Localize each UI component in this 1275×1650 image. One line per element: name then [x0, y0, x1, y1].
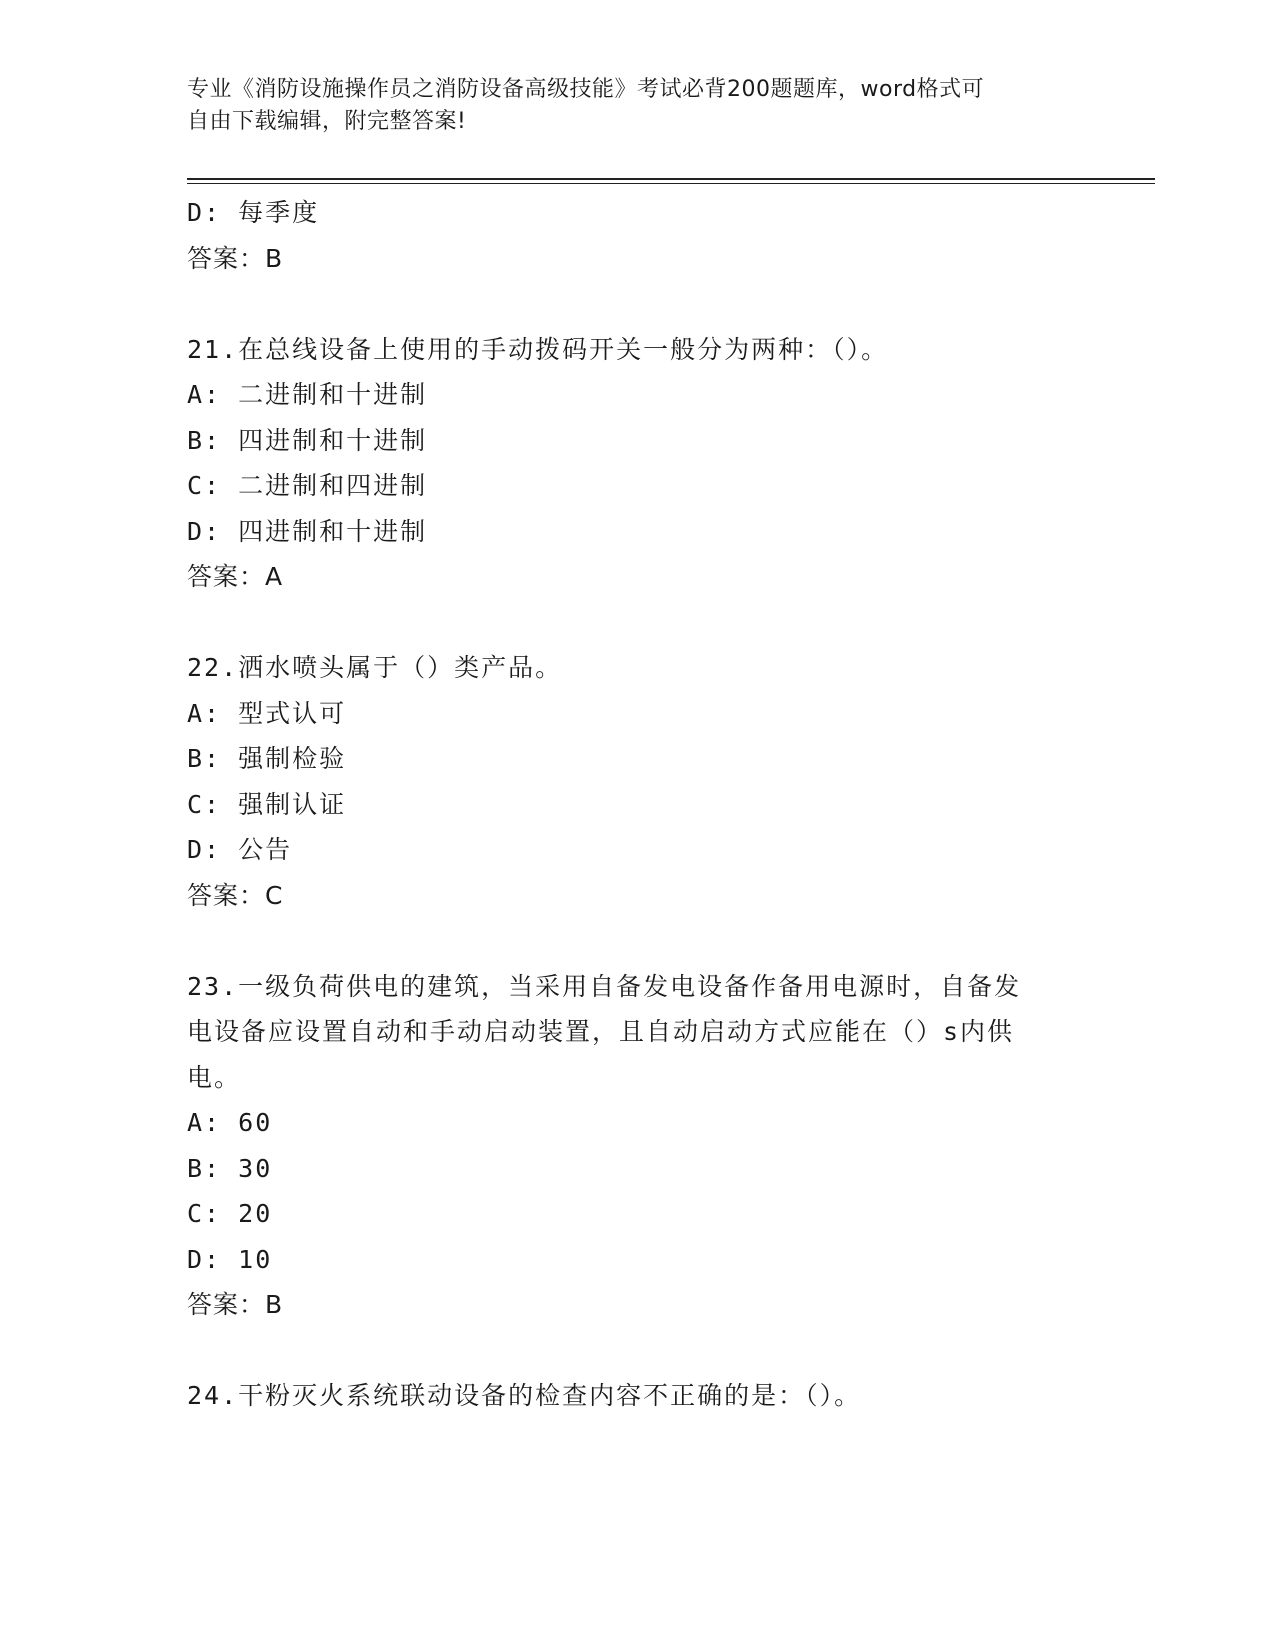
q22-option-a: A: 型式认可	[187, 698, 347, 728]
spacer	[187, 600, 1087, 646]
question-20-tail	[187, 190, 1087, 281]
document-header	[187, 74, 1087, 138]
q23-stem-line-1: 23.一级负荷供电的建筑，当采用自备发电设备作备用电源时，自备发	[187, 971, 1022, 1001]
q22-option-c: C: 强制认证	[187, 789, 347, 819]
q22-option-b: B: 强制检验	[187, 744, 347, 773]
q21-option-d: D: 四进制和十进制	[187, 516, 428, 546]
question-22	[187, 645, 1087, 918]
header-divider-thin	[187, 183, 1155, 184]
q22-option-d: D: 公告	[187, 835, 293, 864]
q21-option-c: C: 二进制和四进制	[187, 471, 428, 500]
q23-stem-line-2: 电设备应设置自动和手动启动装置，且自动启动方式应能在（）s内供	[187, 1017, 1015, 1046]
spacer	[187, 918, 1087, 964]
q23-option-d: D: 10	[187, 1244, 273, 1274]
q23-answer: 答案：B	[187, 1290, 284, 1319]
question-24	[187, 1373, 1087, 1419]
question-content	[187, 190, 1087, 1419]
header-divider-thick	[187, 178, 1155, 180]
q22-stem: 22.洒水喷头属于（）类产品。	[187, 653, 563, 682]
spacer	[187, 1328, 1087, 1374]
q21-option-b: B: 四进制和十进制	[187, 425, 428, 455]
q21-answer: 答案：A	[187, 562, 284, 591]
q20-option-d: D: 每季度	[187, 198, 320, 227]
q23-option-a: A: 60	[187, 1108, 273, 1137]
q20-answer: 答案：B	[187, 243, 284, 273]
q21-option-a: A: 二进制和十进制	[187, 380, 428, 409]
q22-answer: 答案：C	[187, 880, 284, 910]
q23-stem-line-3: 电。	[187, 1062, 242, 1092]
q23-option-c: C: 20	[187, 1199, 273, 1228]
question-21	[187, 327, 1087, 600]
q23-option-b: B: 30	[187, 1153, 273, 1183]
spacer	[187, 281, 1087, 327]
question-23	[187, 964, 1087, 1328]
q21-stem: 21.在总线设备上使用的手动拨码开关一般分为两种：（）。	[187, 334, 889, 364]
q24-stem: 24.干粉灭火系统联动设备的检查内容不正确的是：（）。	[187, 1381, 862, 1410]
header-line-1: 专业《消防设施操作员之消防设备高级技能》考试必背200题题库，word格式可	[187, 77, 985, 102]
header-line-2: 自由下载编辑，附完整答案!	[187, 109, 467, 134]
